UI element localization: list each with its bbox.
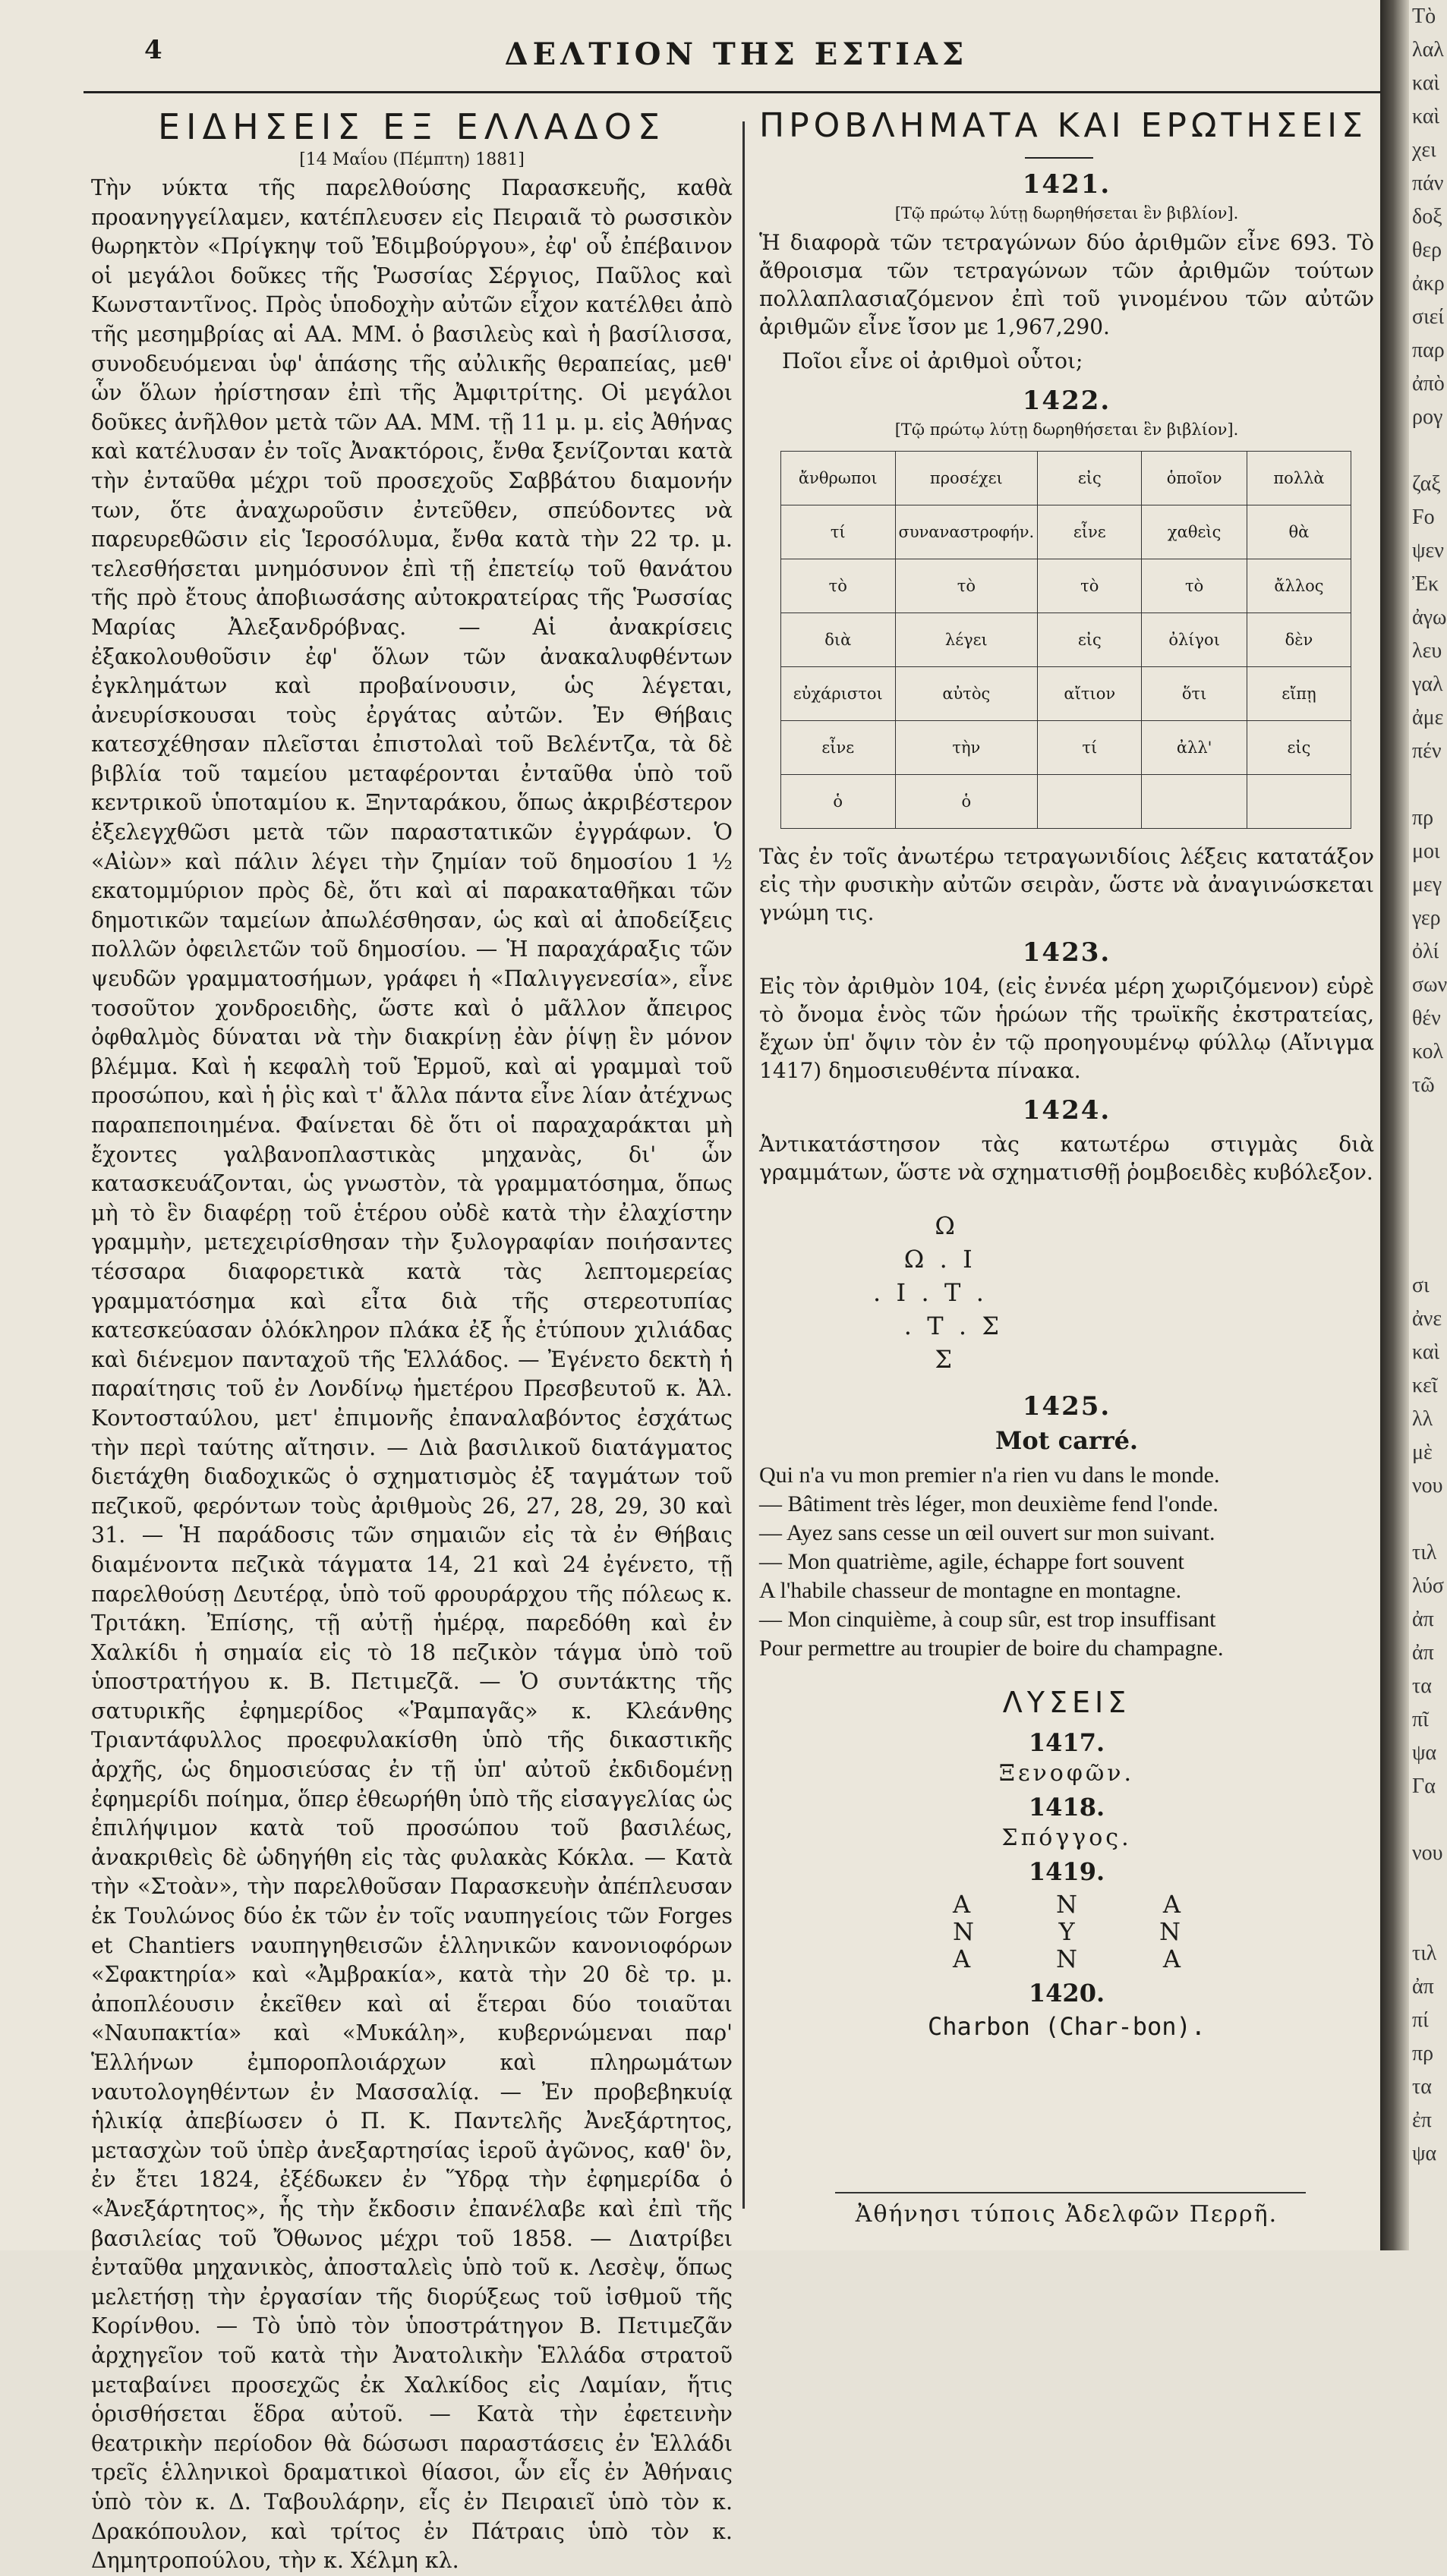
diamond-row: . Ι . Τ . <box>873 1278 984 1307</box>
adjacent-page-fragment: καὶ <box>1412 71 1440 95</box>
solution-letter: Υ <box>1058 1917 1075 1946</box>
adjacent-page-fragment <box>1412 1169 1440 1202</box>
adjacent-page-fragment: νου <box>1412 1841 1443 1865</box>
adjacent-page-fragment <box>1412 1870 1440 1904</box>
adjacent-page-fragment: μὲ <box>1412 1441 1433 1464</box>
grid-cell <box>1142 775 1247 829</box>
problem-1424-number: 1424. <box>1022 1095 1111 1126</box>
adjacent-page-fragment <box>1412 434 1440 468</box>
grid-row <box>781 452 1351 505</box>
solution-grid-row <box>953 1891 1181 1918</box>
adjacent-page-fragment: πέν <box>1412 739 1442 763</box>
grid-cell: εἰς <box>1038 613 1142 667</box>
problem-1421-prize: [Τῷ πρώτῳ λύτῃ δωρηθήσεται ἓν βιβλίον]. <box>894 204 1239 222</box>
solutions-heading: ΛΥΣΕΙΣ <box>1002 1686 1131 1719</box>
grid-row <box>781 667 1351 721</box>
adjacent-page-fragment: καὶ <box>1412 105 1440 128</box>
solution-letter: Α <box>1162 1890 1181 1919</box>
grid-cell: διὰ <box>781 613 896 667</box>
verse-line: — Ayez sans cesse un œil ouvert sur mon suivant. <box>759 1520 1215 1545</box>
problem-1421-question: Ποῖοι εἶνε οἱ ἀριθμοὶ οὗτοι; <box>782 348 1083 373</box>
adjacent-page-fragment: Τὸ <box>1412 5 1436 28</box>
verse-line: Qui n'a vu mon premier n'a rien vu dans le monde. <box>759 1463 1220 1488</box>
page-number: 4 <box>144 35 162 65</box>
adjacent-page-fragment: Fo <box>1412 505 1435 529</box>
adjacent-page-fragment <box>1412 1135 1440 1169</box>
newspaper-title: ΔΕΛΤΙΟΝ ΤΗΣ ΕΣΤΙΑΣ <box>504 36 969 72</box>
adjacent-page-fragment: δοξ <box>1412 205 1442 228</box>
grid-cell: εἶνε <box>1038 505 1142 559</box>
grid-cell: πολλὰ <box>1247 452 1351 505</box>
grid-row <box>781 721 1351 775</box>
adjacent-page-fragment: ἀπ <box>1412 1975 1434 1998</box>
solution-1419-grid <box>953 1891 1181 1973</box>
verse-line: Pour permettre au troupier de boire du champagne. <box>759 1636 1224 1661</box>
adjacent-page-fragment: πρ <box>1412 806 1434 830</box>
adjacent-page-fragment: θέν <box>1412 1006 1441 1030</box>
solution-letter: Α <box>953 1945 971 1973</box>
grid-cell: τὴν <box>895 721 1038 775</box>
problem-1425-number: 1425. <box>1022 1391 1111 1422</box>
adjacent-page-fragment: γερ <box>1412 906 1441 930</box>
word-grid <box>780 451 1351 829</box>
grid-cell: αἴτιον <box>1038 667 1142 721</box>
grid-cell: τί <box>1038 721 1142 775</box>
verse-line: A l'habile chasseur de montagne en montagne. <box>759 1578 1182 1603</box>
solution-1420-number: 1420. <box>1028 1979 1105 2008</box>
adjacent-page-fragment: κολ <box>1412 1040 1444 1063</box>
adjacent-page-fragment: τιλ <box>1412 1941 1437 1965</box>
problems-heading: ΠΡΟΒΛΗΜΑΤΑ ΚΑΙ ΕΡΩΤΗΣΕΙΣ <box>759 106 1367 145</box>
adjacent-page-fragment: πί <box>1412 2008 1429 2032</box>
adjacent-page-fragment: γαλ <box>1412 672 1443 696</box>
solution-letter: Α <box>1162 1945 1181 1973</box>
problem-1422-prize: [Τῷ πρώτῳ λύτῃ δωρηθήσεται ἓν βιβλίον]. <box>894 420 1239 439</box>
grid-cell: εἰς <box>1247 721 1351 775</box>
diamond-row: Ω . Ι <box>873 1245 973 1274</box>
solution-letter: Ν <box>1159 1917 1181 1946</box>
grid-row <box>781 505 1351 559</box>
adjacent-page-fragment: ἐπ <box>1412 2108 1432 2132</box>
solution-1420-answer: Charbon (Char-bon). <box>927 2012 1206 2041</box>
adjacent-page-fragment: Γα <box>1412 1775 1436 1798</box>
adjacent-page-fragment: ψα <box>1412 1741 1437 1765</box>
adjacent-page-fragment: ἀπ <box>1412 1641 1434 1664</box>
adjacent-page-fragment: μοι <box>1412 839 1440 863</box>
solution-1417-answer: Ξενοφῶν. <box>998 1760 1135 1787</box>
solution-1418-number: 1418. <box>1028 1793 1105 1822</box>
adjacent-page-fragment: λαλ <box>1412 38 1444 61</box>
news-dateline: [14 Μαΐου (Πέμπτη) 1881] <box>299 150 525 169</box>
solution-letter: Α <box>953 1890 971 1919</box>
grid-cell: εἰς <box>1038 452 1142 505</box>
problem-1423-text: Εἰς τὸν ἀριθμὸν 104, (εἰς ἐννέα μέρη χωριζόμενον) εὑρὲ τὸ ὄνομα ἑνὸς τῶν ἡρώων τῆς τρωϊκῆς ἐκστρατείας, ἔχων ὑπ' ὄψιν τὸν ἐν τῷ προηγουμένῳ φύλλῳ (Αἴνιγμα 1417) δημοσιευθέντα πίνακα. <box>759 974 1374 1083</box>
grid-cell: λέγει <box>895 613 1038 667</box>
letter-diamond <box>873 1209 1374 1376</box>
problem-1424-text: Ἀντικατάστησον τὰς κατωτέρω στιγμὰς διὰ γραμμάτων, ὥστε νὰ σχηματισθῇ ῥομβοειδὲς κυβόλεξον. <box>759 1132 1374 1185</box>
problem-1422-number: 1422. <box>1022 386 1111 416</box>
grid-cell: ὁ <box>895 775 1038 829</box>
adjacent-page-fragment: ἀνε <box>1412 1307 1442 1331</box>
grid-cell: αὐτὸς <box>895 667 1038 721</box>
adjacent-page-fragment <box>1412 1503 1440 1536</box>
grid-row <box>781 613 1351 667</box>
printer-imprint: Ἀθήνησι τύποις Ἀδελφῶν Περρῆ. <box>855 2201 1278 2228</box>
adjacent-page-fragment: τῶ <box>1412 1073 1435 1097</box>
grid-cell: χαθεὶς <box>1142 505 1247 559</box>
problem-1421-text: Ἡ διαφορὰ τῶν τετραγώνων δύο ἀριθμῶν εἶνε 693. Τὸ ἄθροισμα τῶν τετραγώνων τῶν ἀριθμῶν τούτων πολλαπλασιαζόμενον ἐπὶ τοῦ γινομένου τῶν αὐτῶν ἀριθμῶν εἶνε ἴσον με 1,967,290. <box>759 230 1374 339</box>
adjacent-page-fragment <box>1412 1904 1440 1937</box>
grid-cell: συναναστροφήν. <box>895 505 1038 559</box>
adjacent-page-fragment: ψα <box>1412 2142 1437 2165</box>
heading-rule <box>1025 157 1093 159</box>
adjacent-page-fragment: ζαξ <box>1412 472 1441 496</box>
adjacent-page-fragment: νου <box>1412 1474 1443 1497</box>
adjacent-page-fragment: ἀγω <box>1412 606 1447 629</box>
grid-row <box>781 559 1351 613</box>
adjacent-page-fragment <box>1412 1202 1440 1236</box>
adjacent-page-fragment: λευ <box>1412 639 1442 663</box>
masthead-rule <box>84 91 1380 93</box>
adjacent-page-fragment: πάν <box>1412 172 1444 195</box>
problem-1423-number: 1423. <box>1022 937 1111 968</box>
adjacent-page-fragment: ἀπὸ <box>1412 372 1445 395</box>
solution-1417-number: 1417. <box>1028 1728 1105 1757</box>
grid-cell: τὸ <box>1142 559 1247 613</box>
column-divider <box>742 121 745 2209</box>
grid-cell: ὅτι <box>1142 667 1247 721</box>
adjacent-page-fragment: λλ <box>1412 1407 1433 1431</box>
solution-grid-row <box>953 1945 1181 1973</box>
verse-line: — Bâtiment très léger, mon deuxième fend l'onde. <box>759 1491 1218 1516</box>
grid-cell: ἄλλος <box>1247 559 1351 613</box>
adjacent-page-fragment: παρ <box>1412 339 1445 362</box>
diamond-row: Σ <box>873 1345 952 1374</box>
adjacent-page-fragment: ἀμε <box>1412 706 1444 729</box>
adjacent-page-fragment: σι <box>1412 1274 1430 1297</box>
grid-cell: δὲν <box>1247 613 1351 667</box>
adjacent-page-fragment: ἀκρ <box>1412 272 1445 295</box>
adjacent-page-fragment: χει <box>1412 138 1436 162</box>
adjacent-page-fragment: κεῖ <box>1412 1374 1438 1397</box>
adjacent-page-fragment <box>1412 1236 1440 1269</box>
adjacent-page-fragment: πῖ <box>1412 1708 1429 1731</box>
grid-cell: τὸ <box>781 559 896 613</box>
adjacent-page-fragments <box>1409 0 1447 2171</box>
grid-cell: ἄνθρωποι <box>781 452 896 505</box>
diamond-row: Ω <box>873 1211 955 1240</box>
solution-letter: Ν <box>953 1917 974 1946</box>
grid-cell: ὁ <box>781 775 896 829</box>
grid-cell: προσέχει <box>895 452 1038 505</box>
diamond-row: . Τ . Σ <box>873 1312 1000 1340</box>
adjacent-page-fragment: σιεί <box>1412 305 1444 329</box>
news-column <box>91 106 733 2576</box>
adjacent-page-fragment <box>1412 768 1440 801</box>
adjacent-page-fragment: ρογ <box>1412 405 1443 429</box>
adjacent-page-fragment: μεγ <box>1412 873 1442 896</box>
adjacent-page-fragment: πρ <box>1412 2042 1434 2065</box>
solution-letter: Ν <box>1056 1945 1077 1973</box>
mot-carre-title: Mot carré. <box>995 1426 1139 1455</box>
adjacent-page-fragment: λύσ <box>1412 1574 1445 1598</box>
problems-column <box>759 106 1374 2041</box>
grid-cell: εἴπῃ <box>1247 667 1351 721</box>
news-body: Τὴν νύκτα τῆς παρελθούσης Παρασκευῆς, καθὰ προανηγγείλαμεν, κατέπλευσεν εἰς Πειραιᾶ τὸ ρωσσικὸν θωρηκτὸν «Πρίγκηψ τοῦ Ἐδιμβούργου», ἐφ' οὗ ἐπέβαινον οἱ μεγάλοι δοῦκες τῆς Ῥωσσίας Σέργιος, Παῦλος καὶ Κωνσταντῖνος. Πρὸς ὑποδοχὴν αὐτῶν εἶχον κατέλθει ἀπὸ τῆς μεσημβρίας αἱ ΑΑ. ΜΜ. ὁ βασιλεὺς καὶ ἡ βασίλισσα, συνοδευόμεναι ὑφ' ἁπάσης τῆς αὐλικῆς θεραπείας, μεθ' ὧν ὅλων ἠρίστησαν ἐπὶ τῆς Ἀμφιτρίτης. Οἱ μεγάλοι δοῦκες ἀνῆλθον μετὰ τῶν ΑΑ. ΜΜ. τῇ 11 μ. μ. εἰς Ἀθήνας καὶ κατέλυσαν ἐν τοῖς Ἀνακτόροις, ἔνθα ξενίζονται κατὰ τὴν ἐνταῦθα μέχρι τοῦ προσεχοῦς Σαββάτου διαμονήν των, ὅτε ἀναχωροῦσιν ἐντεῦθεν, σπεύδοντες νὰ παρευρεθῶσιν εἰς Ἱεροσόλυμα, ἔνθα κατὰ τὴν 22 τρ. μ. τελεσθήσεται μνημόσυνον ἐπὶ τῇ ἐπετείῳ τοῦ θανάτου τῆς πρὸ ἔτους ἀποβιωσάσης αὐτοκρατείρας τῆς Ῥωσσίας Μαρίας Ἀλεξανδρόβνας. — Αἱ ἀνακρίσεις ἐξακολουθοῦσιν ἐφ' ὅλων τῶν ἀνακαλυφθέντων ἐγκλημάτων καὶ προβαίνουσιν, ὡς λέγεται, ἀνευρίσκουσαι τοὺς ἐργάτας αὐτῶν. Ἐν Θήβαις κατεσχέθησαν πλεῖσται ἐπιστολαὶ τοῦ Βελέντζα, τὰ δὲ βιβλία τοῦ ταμείου μεταφέρονται ἐνταῦθα ὑπὸ τοῦ κεντρικοῦ ὑποταμίου κ. Ξηνταράκου, ὅπως ἀκριβέστερον ἐξελεγχθῶσι μετὰ τῶν παραστατικῶν ἐγγράφων. Ὁ «Αἰὼν» καὶ πάλιν λέγει τὴν ζημίαν τοῦ δημοσίου 1 ½ εκατομμύριον πρὸς δὲ, ὅτι καὶ αἱ παρακαταθῆκαι τῶν δημοτικῶν ταμείων ἀπωλέσθησαν, ὡς καὶ αἱ ἀποδείξεις πολλῶν ὀφειλετῶν τοῦ δημοσίου. — Ἡ παραχάραξις τῶν ψευδῶν γραμματοσήμων, γράφει ἡ «Παλιγγενεσία», εἶνε τοσοῦτον χονδροειδὴς, ὥστε καὶ ὁ μᾶλλον ἄπειρος ὀφθαλμὸς δύναται νὰ τὴν διακρίνῃ ἐὰν ῥίψῃ ἓν μόνον βλέμμα. Καὶ ἡ κεφαλὴ τοῦ Ἑρμοῦ, καὶ αἱ γραμμαὶ τοῦ προσώπου, καὶ ἡ ῥὶς καὶ τ' ἄλλα πάντα εἶνε λίαν ἀτέχνως παραπεποιημένα. Φαίνεται δὲ ὅτι οἱ παραχαράκται μὴ ἔχοντες γαλβανοπλαστικὰς μηχανὰς, δι' ὧν κατασκευάζονται, ὡς γνωστὸν, τὰ γραμματόσημα, ὅπως μὴ τὸ ἓν διαφέρῃ τοῦ ἑτέρου οὐδὲ κατὰ τὴν ἐλαχίστην γραμμὴν, μετεχειρίσθησαν τὴν ξυλογραφίαν ποιήσαντες τέσσαρα διαφορετικὰ κατὰ τὰς λεπτομερείας γραμματόσημα καὶ εἶτα διὰ τῆς στερεοτυπίας κατεσκεύασαν ὁλόκληρον πλάκα ἐξ ἧς ἐτύπουν χιλιάδας καὶ διένεμον πανταχοῦ τῆς Ἑλλάδος. — Ἐγένετο δεκτὴ ἡ παραίτησις τοῦ ἐν Λονδίνῳ ἡμετέρου Πρεσβευτοῦ κ. Ἀλ. Κοντοσταύλου, μετ' ἐπιμονῆς ἐπαναλαβόντος ἐσχάτως τὴν περὶ ταύτης αἴτησιν. — Διὰ βασιλικοῦ διατάγματος διετάχθη διαδοχικῶς ὁ σχηματισμὸς ἐξ ταγμάτων τοῦ πεζικοῦ, φερόντων τοὺς ἀριθμοὺς 26, 27, 28, 29, 30 καὶ 31. — Ἡ παράδοσις τῶν σημαιῶν εἰς τὰ ἐν Θήβαις διαμένοντα πεζικὰ τάγματα 14, 21 καὶ 24 ἐγένετο, τῇ παρελθούσῃ Δευτέρᾳ, ὑπὸ τοῦ φρουράρχου τῆς πόλεως κ. Τριτάκη. Ἐπίσης, τῇ αὐτῇ ἡμέρᾳ, παρεδόθη καὶ ἐν Χαλκίδι ἡ σημαία εἰς τὸ 18 πεζικὸν τάγμα ὑπὸ τοῦ ὑποστρατήγου κ. Β. Πετιμεζᾶ. — Ὁ συντάκτης τῆς σατυρικῆς ἐφημερίδος «Ῥαμπαγᾶς» κ. Κλεάνθης Τριαντάφυλλος προεφυλακίσθη ὑπὸ τῆς δικαστικῆς ἀρχῆς, ὡς δημοσιεύσας ἐν τῇ ὑπ' αὐτοῦ ἐκδιδομένῃ ἐφημερίδι ποίημα, ὅπερ ἐθεωρήθη ὑπὸ τῆς εἰσαγγελίας ὡς ἐπιλήψιμον κατὰ τοῦ προσώπου τοῦ βασιλέως, ἀνακριθεὶς δὲ ὡδηγήθη εἰς τὰς φυλακὰς Κόκλα. — Κατὰ τὴν «Στοὰν», τὴν παρελθοῦσαν Παρασκευὴν ἀπέπλευσαν ἐκ Τουλώνος δύο ἐκ τῶν ἐν τοῖς ναυπηγείοις τῶν Forges et Chantiers ναυπηγηθεισῶν ἑλληνικῶν κανονιοφόρων «Σφακτηρία» καὶ «Ἀμβρακία», κατὰ τὴν 20 δὲ τρ. μ. ἀποπλέουσιν ἐκεῖθεν καὶ αἱ ἕτεραι δύο τοιαῦται «Ναυπακτία» καὶ «Μυκάλη», κυβερνώμεναι παρ' Ἑλλήνων ἐμποροπλοιάρχων καὶ πληρωμάτων ναυτολογηθέντων ἐν Μασσαλίᾳ. — Ἐν προβεβηκυίᾳ ἡλικίᾳ ἀπεβίωσεν ὁ Π. Κ. Παντελῆς Ἀνεξάρτητος, μετασχὼν τοῦ ὑπὲρ ἀνεξαρτησίας ἱεροῦ ἀγῶνος, καθ' ὃν, ἐν ἔτει 1824, ἐξέδωκεν ἐν Ὕδρᾳ τὴν ἐφημερίδα ὁ «Ἀνεξάρτητος», ἧς τὴν ἔκδοσιν ἐπανέλαβε καὶ ἐπὶ τῆς βασιλείας τοῦ Ὄθωνος μέχρι τοῦ 1858. — Διατρίβει ἐνταῦθα μηχανικὸς, ἀποσταλεὶς ὑπὸ τοῦ κ. Λεσὲψ, ὅπως μελετήσῃ τὴν ἐργασίαν τῆς διορύξεως τοῦ ἰσθμοῦ τῆς Κορίνθου. — Τὸ ὑπὸ τὸν ὑποστράτηγον Β. Πετιμεζᾶν ἀρχηγεῖον τοῦ κατὰ τὴν Ἀνατολικὴν Ἑλλάδα στρατοῦ μεταβαίνει προσεχῶς ἐκ Χαλκίδος εἰς Λαμίαν, ἥτις ὁρισθήσεται ἕδρα αὐτοῦ. — Κατὰ τὴν ἐφετεινὴν θεατρικὴν περίοδον θὰ δώσωσι παραστάσεις ἐν Ἑλλάδι τρεῖς ἑλληνικοὶ δραματικοὶ θίασοι, ὧν εἷς ἐν Ἀθήναις ὑπὸ τὸν κ. Δ. Ταβουλάρην, εἷς ἐν Πειραιεῖ ὑπὸ τὸν κ. Δρακόπουλον, καὶ τρίτος ἐν Πάτραις ὑπὸ τὸν κ. Δημητροπούλου, τὴν κ. Χέλμη κλ. <box>91 175 733 2574</box>
adjacent-page-fragment: θερ <box>1412 238 1442 262</box>
solution-grid-row <box>953 1918 1181 1945</box>
problem-1421-number: 1421. <box>1022 169 1111 200</box>
page-fold-shadow <box>1380 0 1409 2250</box>
adjacent-page-fragment: τιλ <box>1412 1541 1437 1564</box>
solution-1418-answer: Σπόγγος. <box>1001 1825 1132 1851</box>
adjacent-page-fragment: τα <box>1412 2075 1432 2099</box>
adjacent-page-fragment: σων <box>1412 973 1447 997</box>
problem-1422-text: Τὰς ἐν τοῖς ἀνωτέρω τετραγωνιδίοις λέξεις κατατάξον εἰς τὴν φυσικὴν αὐτῶν σειρὰν, ὥστε νὰ ἀναγινώσκεται γνώμη τις. <box>759 844 1374 925</box>
grid-row <box>781 775 1351 829</box>
grid-cell: ὀλίγοι <box>1142 613 1247 667</box>
adjacent-page-fragment: ἀπ <box>1412 1608 1434 1631</box>
masthead <box>91 30 1382 91</box>
grid-cell <box>1038 775 1142 829</box>
adjacent-page-fragment: ὀλί <box>1412 940 1439 963</box>
footer-rule <box>835 2192 1306 2193</box>
verse-line: — Mon cinquième, à coup sûr, est trop insuffisant <box>759 1607 1216 1632</box>
grid-cell: εὐχάριστοι <box>781 667 896 721</box>
adjacent-page-fragment: Ἐκ <box>1412 572 1439 596</box>
grid-cell: ὁποῖον <box>1142 452 1247 505</box>
adjacent-page-fragment: ψεν <box>1412 539 1444 562</box>
solution-1419-number: 1419. <box>1028 1857 1105 1886</box>
news-heading: ΕΙΔΗΣΕΙΣ ΕΞ ΕΛΛΑΔΟΣ <box>157 106 667 147</box>
grid-cell: ἀλλ' <box>1142 721 1247 775</box>
verse-line: — Mon quatrième, agile, échappe fort souvent <box>759 1549 1184 1574</box>
adjacent-page-strip <box>1409 0 1447 2250</box>
adjacent-page-fragment <box>1412 1102 1440 1135</box>
grid-cell: τί <box>781 505 896 559</box>
grid-cell: τὸ <box>895 559 1038 613</box>
adjacent-page-fragment <box>1412 1803 1440 1837</box>
grid-cell: τὸ <box>1038 559 1142 613</box>
grid-cell: εἶνε <box>781 721 896 775</box>
solution-letter: Ν <box>1056 1890 1077 1919</box>
adjacent-page-fragment: καὶ <box>1412 1340 1440 1364</box>
grid-cell: θὰ <box>1247 505 1351 559</box>
grid-cell <box>1247 775 1351 829</box>
adjacent-page-fragment: τα <box>1412 1674 1432 1698</box>
